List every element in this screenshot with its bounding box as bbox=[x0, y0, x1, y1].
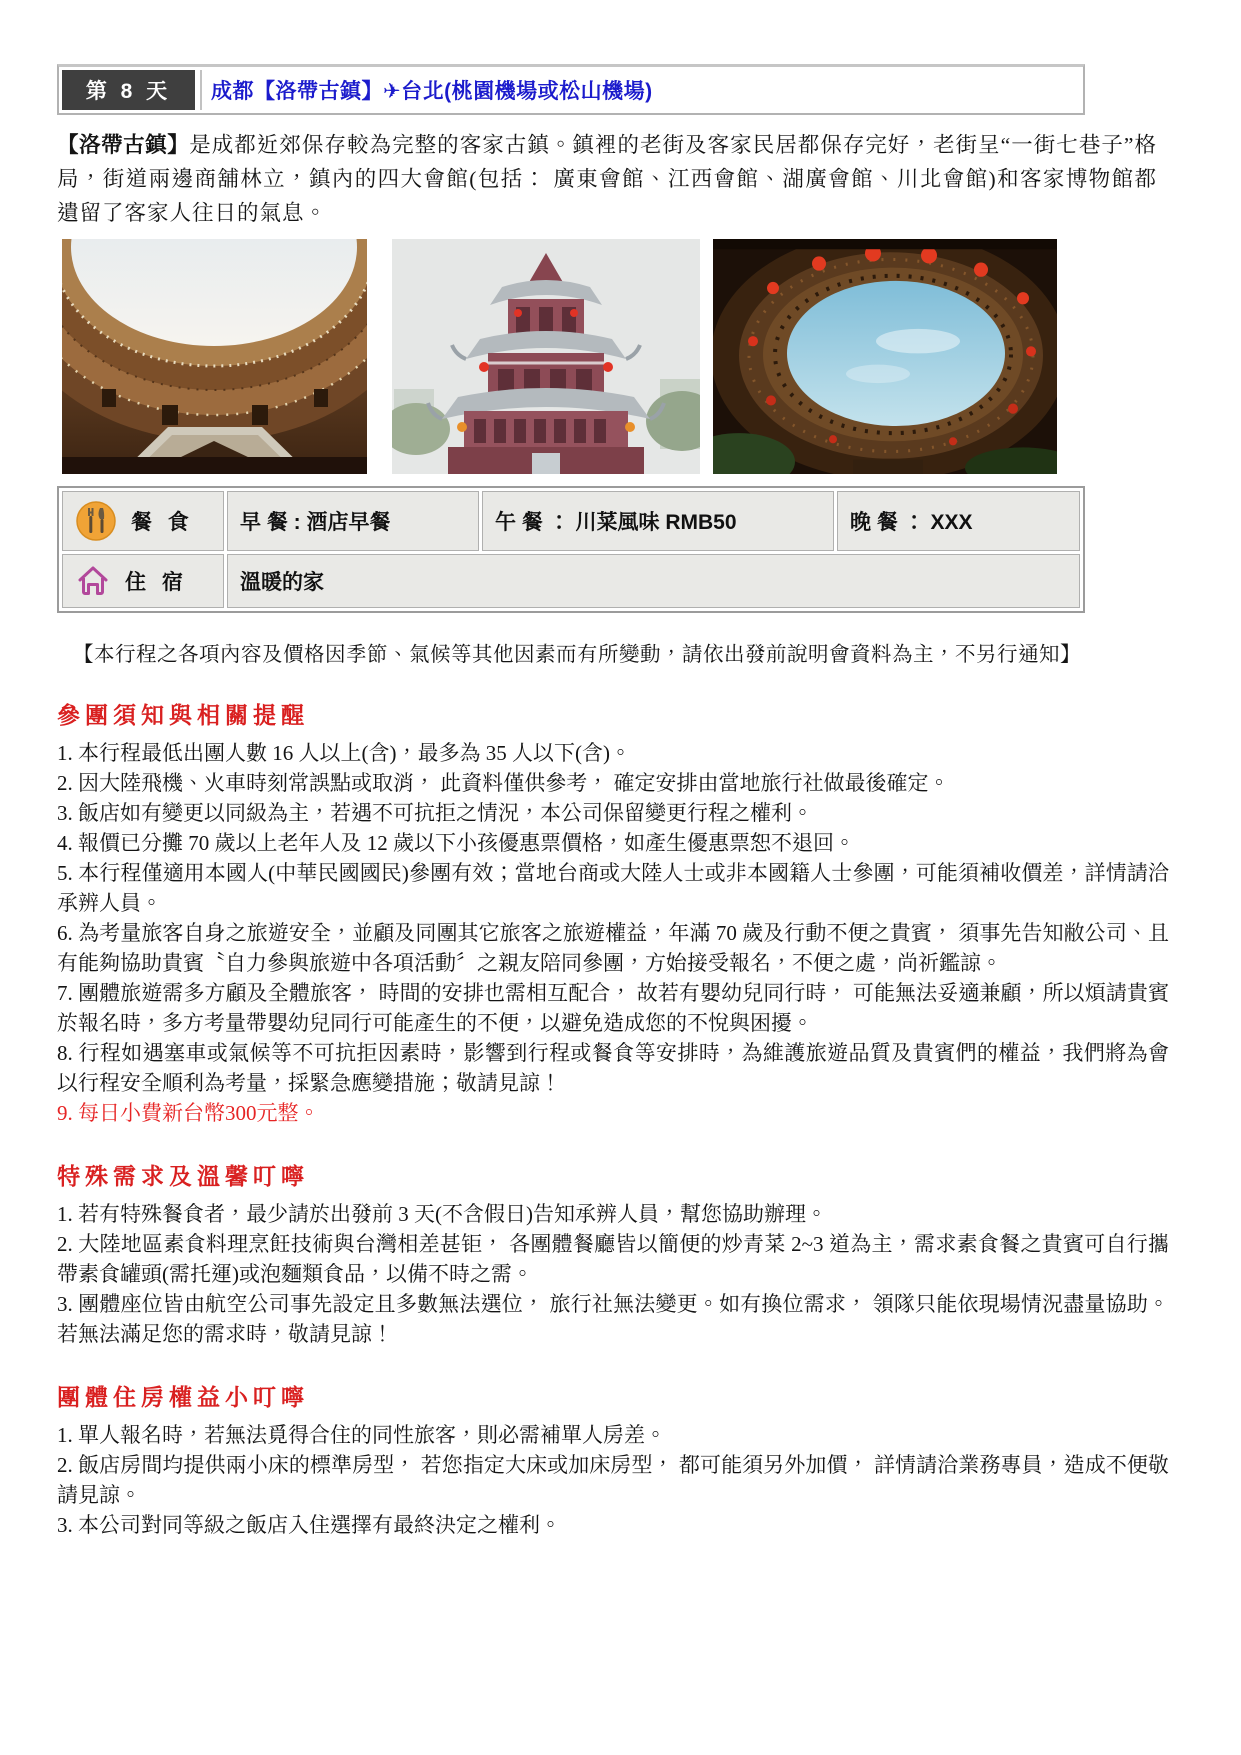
list-item: 3. 本公司對同等級之飯店入住選擇有最終決定之權利。 bbox=[57, 1513, 561, 1537]
section-heading-notes: 參團須知與相關提醒 bbox=[57, 702, 309, 728]
lodging-row bbox=[62, 554, 1080, 608]
list-item: 3. 飯店如有變更以同級為主，若遇不可抗拒之情況，本公司保留變更行程之權利。 bbox=[57, 801, 813, 825]
day-route-title: 成都【洛帶古鎮】✈台北(桃園機場或松山機場) bbox=[200, 70, 1080, 110]
list-item: 4. 報價已分攤 70 歲以上老年人及 12 歲以下小孩優惠票價格，如產生優惠票恕不退回。 bbox=[57, 831, 855, 855]
list-item: 1. 本行程最低出團人數 16 人以上(含)，最多為 35 人以下(含)。 bbox=[57, 741, 631, 765]
day-number-badge: 第 8 天 bbox=[62, 70, 195, 110]
intro-body: 是成都近郊保存較為完整的客家古鎮。鎮裡的老街及客家民居都保存完好，老街呈“一街七巷子”格局，街道兩邊商舖林立，鎮內的四大會館(包括： 廣東會館、江西會館、湖廣會館、川北會館)和客家博物館都遺留了客家人往日的氣息。 bbox=[57, 133, 1157, 225]
lodging-value-cell: 溫暖的家 bbox=[227, 554, 1080, 608]
list-item: 6. 為考量旅客自身之旅遊安全，並顧及同團其它旅客之旅遊權益，年滿 70 歲及行動不便之貴賓， 須事先告知敝公司、且有能夠協助貴賓〝自力參與旅遊中各項活動〞之親友陪同參團，方始接受報名，不便之處，尚祈鑑諒。 bbox=[57, 921, 1169, 975]
list-item: 1. 單人報名時，若無法覓得合住的同性旅客，則必需補單人房差。 bbox=[57, 1423, 666, 1447]
dinner-cell: 晚 餐 ： XXX bbox=[837, 491, 1080, 551]
list-item: 2. 因大陸飛機、火車時刻常誤點或取消， 此資料僅供參考， 確定安排由當地旅行社做最後確定。 bbox=[57, 771, 950, 795]
lunch-cell: 午 餐 ： 川菜風味 RMB50 bbox=[482, 491, 834, 551]
section-special-requests-list bbox=[57, 1199, 1169, 1349]
list-item: 1. 若有特殊餐食者，最少請於出發前 3 天(不含假日)告知承辨人員，幫您協助辦理。 bbox=[57, 1202, 827, 1226]
house-icon bbox=[75, 563, 111, 599]
list-item: 2. 飯店房間均提供兩小床的標準房型， 若您指定大床或加床房型， 都可能須另外加價， 詳情請洽業務專員，造成不便敬請見諒。 bbox=[57, 1453, 1169, 1507]
meals-label-cell bbox=[62, 491, 224, 551]
section-heading-special-requests: 特殊需求及溫馨叮嚀 bbox=[57, 1163, 309, 1189]
meals-lodging-table bbox=[57, 486, 1085, 613]
section-notes-list bbox=[57, 738, 1169, 1128]
list-item: 8. 行程如遇塞車或氣候等不可抗拒因素時，影響到行程或餐食等安排時，為維護旅遊品質及貴賓們的權益，我們將為會以行程安全順利為考量，採緊急應變措施；敬請見諒！ bbox=[57, 1041, 1169, 1095]
section-rooming-list bbox=[57, 1420, 1169, 1540]
hakka-tulou-courtyard-photo bbox=[62, 239, 367, 474]
meals-label: 餐 食 bbox=[131, 511, 194, 534]
list-item: 3. 團體座位皆由航空公司事先設定且多數無法選位， 旅行社無法變更。如有換位需求， 領隊只能依現場情況盡量協助。若無法滿足您的需求時，敬請見諒！ bbox=[57, 1292, 1169, 1346]
section-heading-rooming: 團體住房權益小叮嚀 bbox=[57, 1384, 309, 1410]
list-item: 7. 團體旅遊需多方顧及全體旅客， 時間的安排也需相互配合， 故若有嬰幼兒同行時， 可能無法妥適兼顧，所以煩請貴賓於報名時，多方考量帶嬰幼兒同行可能產生的不便，以避免造成您的不悅與困擾。 bbox=[57, 981, 1169, 1035]
fork-knife-icon bbox=[75, 500, 117, 542]
photo-strip bbox=[62, 239, 1175, 474]
meals-row bbox=[62, 491, 1080, 551]
breakfast-cell: 早 餐 : 酒店早餐 bbox=[227, 491, 479, 551]
change-notice: 【本行程之各項內容及價格因季節、氣候等其他因素而有所變動，請依出發前說明會資料為主，不另行通知】 bbox=[73, 644, 1081, 666]
list-item: 5. 本行程僅適用本國人(中華民國國民)參團有效；當地台商或大陸人士或非本國籍人士參團，可能須補收價差，詳情請洽承辨人員。 bbox=[57, 861, 1169, 915]
intro-lead: 【洛帶古鎮】 bbox=[57, 133, 190, 157]
guildhall-tower-photo bbox=[392, 239, 700, 474]
daily-tip-note: 9. 每日小費新台幣300元整。 bbox=[57, 1101, 320, 1125]
intro-paragraph bbox=[57, 128, 1157, 230]
lodging-label: 住 宿 bbox=[125, 571, 188, 594]
lodging-label-cell bbox=[62, 554, 224, 608]
tulou-sky-view-photo bbox=[713, 239, 1057, 474]
day-header-bar bbox=[57, 64, 1085, 115]
list-item: 2. 大陸地區素食料理烹飪技術與台灣相差甚钜， 各團體餐廳皆以簡便的炒青菜 2~3 道為主，需求素食餐之貴賓可自行攜帶素食罐頭(需托運)或泡麵類食品，以備不時之需。 bbox=[57, 1232, 1169, 1286]
